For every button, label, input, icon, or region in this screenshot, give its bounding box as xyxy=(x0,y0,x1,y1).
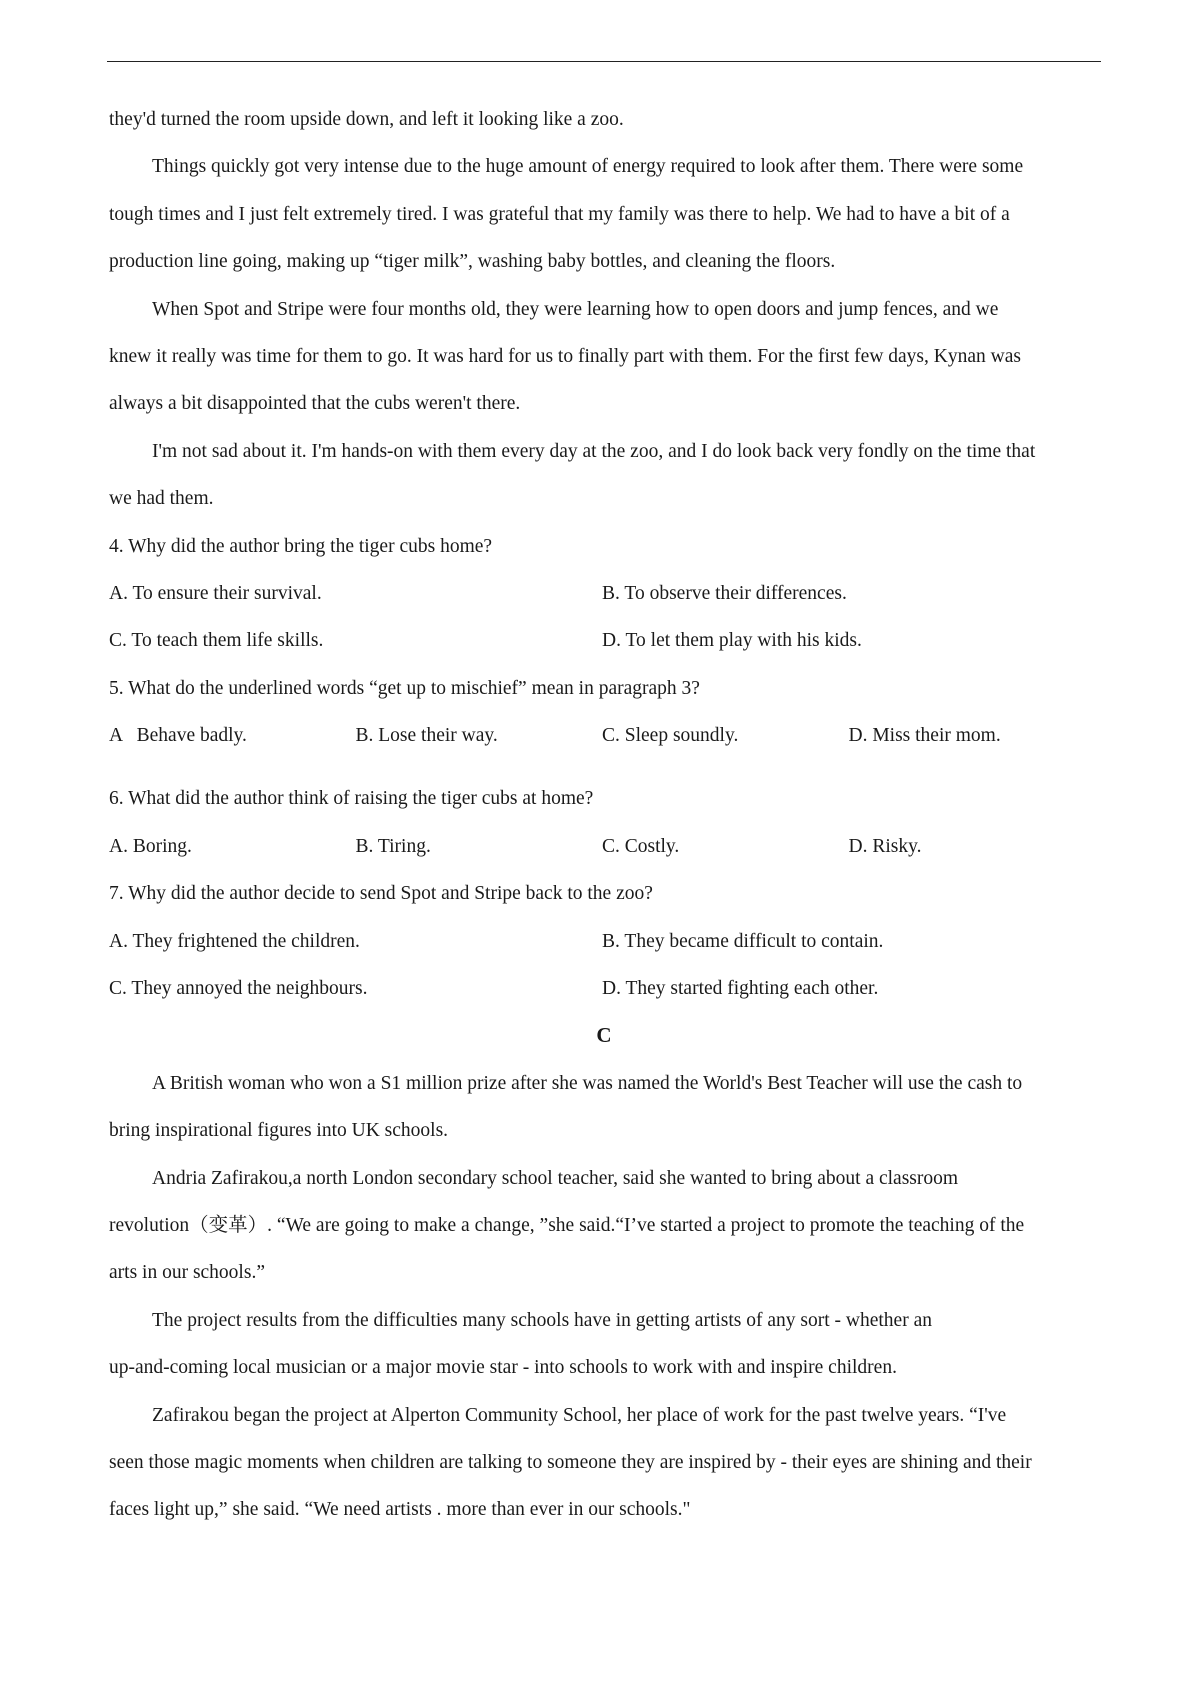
paragraph-line: I'm not sad about it. I'm hands-on with them every day at the zoo, and I do look back very fondly on the time that xyxy=(152,440,1036,462)
paragraph-line: always a bit disappointed that the cubs weren't there. xyxy=(109,393,521,415)
page-content xyxy=(109,96,1099,1534)
option-row xyxy=(109,617,1099,664)
passage-c xyxy=(109,1060,1099,1534)
option-c: C. Sleep soundly. xyxy=(602,725,739,747)
paragraph-line: we had them. xyxy=(109,488,214,510)
paragraph-line: revolution（变革）. “We are going to make a change, ”she said.“I’ve started a project to promote the teaching of the xyxy=(109,1214,1025,1236)
paragraph-line: When Spot and Stripe were four months old, they were learning how to open doors and jump fences, and we xyxy=(152,298,999,320)
option-b: B. They became difficult to contain. xyxy=(602,930,884,952)
question-stem: 7. Why did the author decide to send Spot and Stripe back to the zoo? xyxy=(109,883,653,905)
option-a: A. To ensure their survival. xyxy=(109,582,322,604)
option-row xyxy=(109,918,1099,965)
paragraph-line: seen those magic moments when children are talking to someone they are inspired by - their eyes are shining and their xyxy=(109,1451,1032,1473)
option-b: B. To observe their differences. xyxy=(602,582,847,604)
option-row xyxy=(109,823,1099,870)
option-c: C. Costly. xyxy=(602,835,680,857)
option-c: C. To teach them life skills. xyxy=(109,630,324,652)
paragraph-line: Andria Zafirakou,a north London secondary school teacher, said she wanted to bring about a classroom xyxy=(152,1167,959,1189)
paragraph-line: knew it really was time for them to go. It was hard for us to finally part with them. For the first few days, Kynan was xyxy=(109,345,1021,367)
option-a: A. Boring. xyxy=(109,835,192,857)
question-7 xyxy=(109,870,1099,1012)
question-stem: 5. What do the underlined words “get up to mischief” mean in paragraph 3? xyxy=(109,677,700,699)
option-d: D. Risky. xyxy=(848,835,922,857)
paragraph-line: A British woman who won a S1 million prize after she was named the World's Best Teacher will use the cash to xyxy=(152,1072,1023,1094)
passage-b xyxy=(109,96,1099,523)
paragraph-line: they'd turned the room upside down, and left it looking like a zoo. xyxy=(109,109,624,130)
question-stem: 6. What did the author think of raising the tiger cubs at home? xyxy=(109,788,594,810)
paragraph-line: arts in our schools.” xyxy=(109,1262,265,1284)
spacer xyxy=(109,759,1099,775)
question-6 xyxy=(109,775,1099,870)
option-b: B. Lose their way. xyxy=(355,725,498,747)
option-a: A Behave badly. xyxy=(109,725,247,747)
header-rule xyxy=(107,61,1101,62)
option-row xyxy=(109,965,1099,1012)
paragraph-line: The project results from the difficulties many schools have in getting artists of any sort - whether an xyxy=(152,1309,932,1331)
section-heading: C xyxy=(596,1023,612,1048)
paragraph-line: up-and-coming local musician or a major movie star - into schools to work with and inspire children. xyxy=(109,1357,897,1379)
question-4 xyxy=(109,523,1099,665)
question-5 xyxy=(109,665,1099,760)
option-d: D. Miss their mom. xyxy=(848,725,1001,747)
option-c: C. They annoyed the neighbours. xyxy=(109,978,368,1000)
paragraph-line: tough times and I just felt extremely tired. I was grateful that my family was there to help. We had to have a bit of a xyxy=(109,203,1010,225)
paragraph-line: Things quickly got very intense due to the huge amount of energy required to look after them. There were some xyxy=(152,156,1024,178)
question-stem: 4. Why did the author bring the tiger cubs home? xyxy=(109,535,493,557)
paragraph-line: production line going, making up “tiger milk”, washing baby bottles, and cleaning the floors. xyxy=(109,251,836,273)
option-d: D. They started fighting each other. xyxy=(602,978,879,1000)
option-b: B. Tiring. xyxy=(355,835,431,857)
option-a: A. They frightened the children. xyxy=(109,930,360,952)
paragraph-line: faces light up,” she said. “We need artists . more than ever in our schools." xyxy=(109,1499,691,1521)
option-row xyxy=(109,570,1099,617)
paragraph-line: bring inspirational figures into UK schools. xyxy=(109,1120,449,1142)
paragraph-line: Zafirakou began the project at Alperton Community School, her place of work for the past twelve years. “I've xyxy=(152,1404,1007,1426)
option-row xyxy=(109,712,1099,759)
option-d: D. To let them play with his kids. xyxy=(602,630,862,652)
